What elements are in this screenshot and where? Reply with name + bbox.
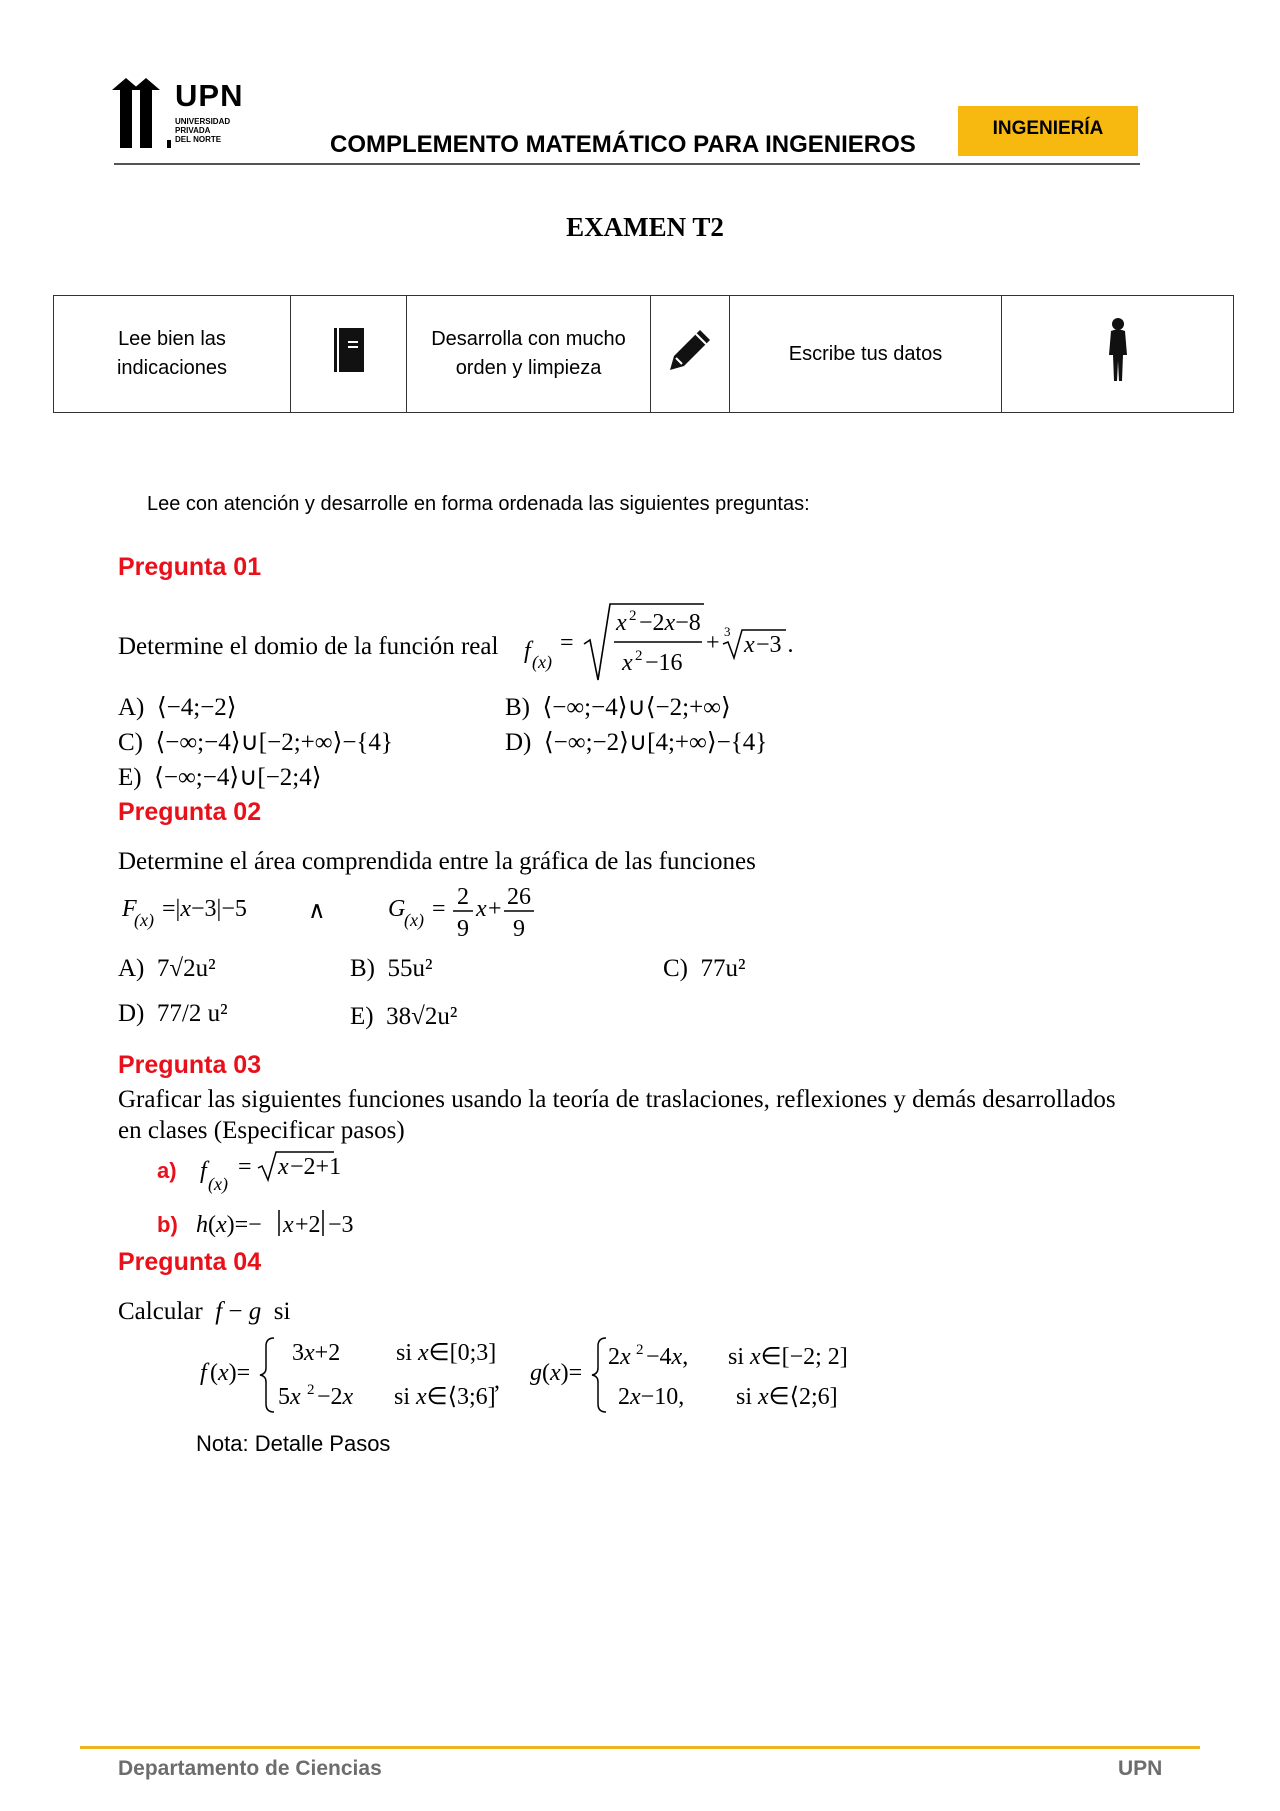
svg-text:F: F xyxy=(122,896,137,922)
instruction-data: Escribe tus datos xyxy=(730,296,1002,413)
svg-text:2: 2 xyxy=(629,608,637,624)
question-1-option-e: E) ⟨−∞;−4⟩∪[−2;4⟩ xyxy=(118,764,322,791)
question-1-formula xyxy=(518,600,808,690)
svg-text:2: 2 xyxy=(636,1342,644,1358)
exam-title: EXAMEN T2 xyxy=(566,212,724,242)
svg-text:(x)=: (x)= xyxy=(542,1360,583,1386)
svg-text:(x)=−: (x)=− xyxy=(208,1212,262,1238)
svg-text:g: g xyxy=(530,1360,542,1386)
header-divider xyxy=(114,163,1140,165)
svg-text:−2x: −2x xyxy=(317,1384,354,1410)
svg-text:+2: +2 xyxy=(295,1212,321,1238)
svg-text:−16: −16 xyxy=(645,650,683,676)
svg-text:2: 2 xyxy=(307,1382,315,1398)
question-1-option-a: A) ⟨−4;−2⟩ xyxy=(118,694,237,721)
svg-text:3: 3 xyxy=(724,624,731,639)
svg-text:(x): (x) xyxy=(208,1174,228,1194)
question-3-item-a-label: a) xyxy=(157,1158,177,1183)
question-1-title: Pregunta 01 xyxy=(118,553,262,581)
svg-text:+: + xyxy=(706,630,720,656)
svg-text:2: 2 xyxy=(635,648,643,664)
pencil-icon xyxy=(651,296,730,413)
question-1-option-d: D) ⟨−∞;−2⟩∪[4;+∞⟩−{4} xyxy=(505,729,768,756)
svg-text:x: x xyxy=(283,1212,294,1238)
svg-text:x: x xyxy=(616,610,627,636)
svg-text:si x∈[−2; 2]: si x∈[−2; 2] xyxy=(728,1344,848,1370)
svg-text:=|x−3|−5: =|x−3|−5 xyxy=(162,896,247,922)
svg-text:=: = xyxy=(432,896,446,922)
svg-text:x: x xyxy=(744,632,755,658)
logo-line-2: PRIVADA xyxy=(175,126,211,135)
intro-text: Lee con atención y desarrolle en forma ordenada las siguientes preguntas: xyxy=(147,493,810,515)
svg-text:=: = xyxy=(238,1154,252,1180)
svg-text:f: f xyxy=(524,638,531,664)
svg-text:(x): (x) xyxy=(134,910,154,930)
question-3-item-a-formula xyxy=(192,1144,392,1199)
svg-text:5x: 5x xyxy=(278,1384,301,1410)
svg-text:26: 26 xyxy=(507,884,531,910)
svg-text:2x: 2x xyxy=(608,1344,631,1370)
svg-text:x: x xyxy=(278,1154,289,1180)
question-3-statement-line-2: en clases (Especificar pasos) xyxy=(118,1117,405,1144)
question-4-statement: Calcular f − g si xyxy=(118,1298,291,1325)
svg-text:si x∈[0;3]: si x∈[0;3] xyxy=(396,1340,497,1366)
svg-text:(x): (x) xyxy=(532,652,552,672)
svg-text:+: + xyxy=(488,896,502,922)
svg-text:−4x,: −4x, xyxy=(646,1344,689,1370)
question-4-piecewise-functions xyxy=(196,1330,876,1420)
question-3-statement-line-1: Graficar las siguientes funciones usando la teoría de traslaciones, reflexiones y demás desarrollados xyxy=(118,1086,1116,1113)
question-3-item-b-formula xyxy=(192,1200,392,1245)
question-2-option-c: C) 77u² xyxy=(663,955,746,982)
question-3-title: Pregunta 03 xyxy=(118,1051,262,1079)
logo-brand-text: UPN xyxy=(175,78,244,113)
instruction-order: Desarrolla con mucho orden y limpieza xyxy=(407,296,651,413)
instructions-table xyxy=(53,295,1234,413)
svg-text:9: 9 xyxy=(457,916,469,942)
book-icon xyxy=(291,296,407,413)
logo-line-3: DEL NORTE xyxy=(175,135,222,144)
instruction-read: Lee bien las indicaciones xyxy=(54,296,291,413)
svg-text:2x−10,: 2x−10, xyxy=(618,1384,685,1410)
svg-text:3x+2: 3x+2 xyxy=(292,1340,341,1366)
question-2-option-a: A) 7√2u² xyxy=(118,955,216,982)
svg-text:9: 9 xyxy=(513,916,525,942)
svg-text:−2+1: −2+1 xyxy=(290,1154,342,1180)
course-title: COMPLEMENTO MATEMÁTICO PARA INGENIEROS xyxy=(330,131,916,158)
svg-text:x: x xyxy=(622,650,633,676)
svg-text:f: f xyxy=(200,1360,207,1386)
svg-text:−3 .: −3 . xyxy=(756,632,794,658)
svg-text:∧: ∧ xyxy=(308,898,326,924)
svg-text:(x): (x) xyxy=(404,910,424,930)
svg-text:G: G xyxy=(388,896,406,922)
logo-line-1: UNIVERSIDAD xyxy=(175,117,231,126)
question-4-title: Pregunta 04 xyxy=(118,1248,262,1276)
svg-text:f: f xyxy=(200,1158,207,1184)
svg-text:=: = xyxy=(560,630,574,656)
question-2-option-b: B) 55u² xyxy=(350,955,433,982)
person-silhouette-icon xyxy=(1002,296,1234,413)
question-2-functions xyxy=(114,876,564,946)
svg-text:,: , xyxy=(494,1368,500,1394)
footer-divider xyxy=(80,1746,1200,1749)
svg-text:−3: −3 xyxy=(328,1212,354,1238)
question-1-option-c: C) ⟨−∞;−4⟩∪[−2;+∞⟩−{4} xyxy=(118,729,393,756)
area-badge: INGENIERÍA xyxy=(958,106,1138,156)
svg-text:2: 2 xyxy=(457,884,469,910)
svg-text:−2x−8: −2x−8 xyxy=(639,610,701,636)
svg-text:si x∈⟨3;6]: si x∈⟨3;6] xyxy=(394,1384,496,1410)
svg-text:x: x xyxy=(476,896,487,922)
question-1-option-b: B) ⟨−∞;−4⟩∪⟨−2;+∞⟩ xyxy=(505,694,731,721)
svg-text:si x∈⟨2;6]: si x∈⟨2;6] xyxy=(736,1384,838,1410)
question-2-title: Pregunta 02 xyxy=(118,798,262,826)
footer-department: Departamento de Ciencias xyxy=(118,1757,382,1780)
footer-brand: UPN xyxy=(1118,1757,1163,1780)
question-2-option-d: D) 77/2 u² xyxy=(118,1000,228,1027)
question-2-statement: Determine el área comprendida entre la gráfica de las funciones xyxy=(118,848,756,875)
svg-text:(x)=: (x)= xyxy=(210,1360,251,1386)
question-1-statement: Determine el domio de la función real xyxy=(118,633,499,660)
question-4-note: Nota: Detalle Pasos xyxy=(196,1431,391,1456)
question-3-item-b-label: b) xyxy=(157,1212,178,1237)
question-2-option-e: E) 38√2u² xyxy=(350,1003,458,1030)
svg-text:h: h xyxy=(196,1212,208,1238)
